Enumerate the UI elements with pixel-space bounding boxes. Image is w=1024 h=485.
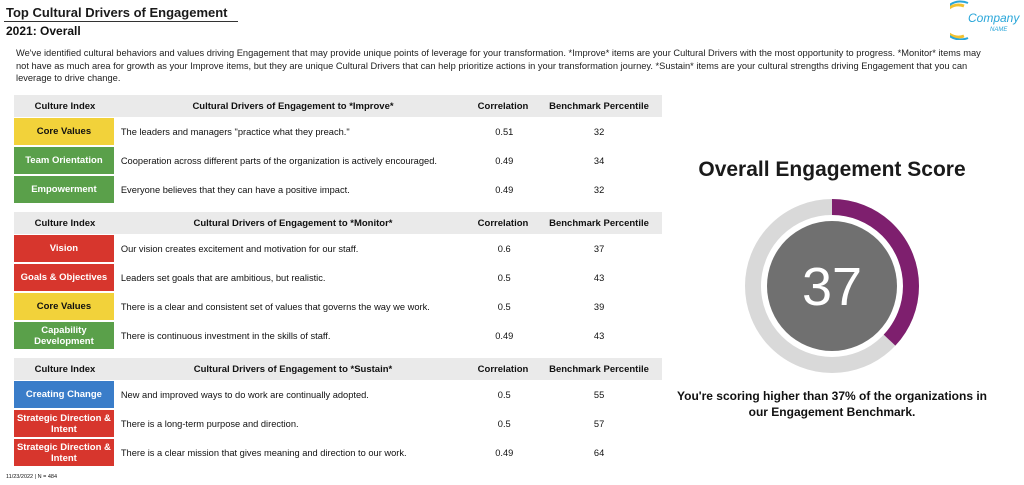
- header-culture-index: Culture Index: [34, 363, 96, 375]
- driver-text: Cooperation across different parts of the organization is actively encouraged.: [120, 155, 437, 166]
- driver-text: Everyone believes that they can have a positive impact.: [120, 184, 350, 195]
- header-culture-index: Culture Index: [34, 217, 96, 229]
- table-row: [14, 380, 662, 409]
- driver-text: Leaders set goals that are ambitious, but realistic.: [120, 272, 326, 283]
- header-culture-index: Culture Index: [34, 100, 96, 112]
- correlation-value: 0.5: [497, 301, 511, 312]
- intro-paragraph: We've identified cultural behaviors and values driving Engagement that may provide unique points of leverage for your transformation. *Improve* items are your Cultural Drivers with the most opportunity to progress. *Monitor* items may not have as much area for growth as your Improve items, but they are unique Cultural Drivers that can help prioritize actions in your transformation journey. *Sustain* items are your cultural strengths driving Engagement that you can leverage to drive change.: [16, 48, 981, 84]
- correlation-value: 0.51: [495, 126, 514, 137]
- correlation-value: 0.49: [495, 184, 514, 195]
- correlation-value: 0.6: [497, 243, 511, 254]
- correlation-value: 0.49: [495, 330, 514, 341]
- driver-text: There is continuous investment in the skills of staff.: [120, 330, 331, 341]
- table-row: [14, 234, 662, 263]
- culture-index-badge: Core Values: [14, 293, 114, 320]
- culture-index-badge: Creating Change: [14, 381, 114, 408]
- benchmark-value: 34: [593, 155, 605, 166]
- driver-text: Our vision creates excitement and motivation for our staff.: [120, 243, 359, 254]
- correlation-value: 0.5: [497, 389, 511, 400]
- table-header: [14, 358, 662, 380]
- footer-meta: 11/23/2022 | N = 484: [6, 474, 58, 480]
- logo-subtext: NAME: [990, 27, 1008, 33]
- score-description: You're scoring higher than 37% of the organizations in our Engagement Benchmark.: [677, 389, 987, 419]
- header-drivers: Cultural Drivers of Engagement to *Sustain*: [193, 363, 393, 375]
- benchmark-value: 43: [593, 272, 605, 283]
- benchmark-value: 55: [593, 389, 605, 400]
- header-correlation: Correlation: [477, 217, 529, 229]
- benchmark-value: 37: [593, 243, 605, 254]
- benchmark-value: 32: [593, 184, 605, 195]
- logo-text: Company: [968, 11, 1020, 25]
- correlation-value: 0.49: [495, 155, 514, 166]
- culture-index-badge: Empowerment: [14, 176, 114, 203]
- driver-text: The leaders and managers "practice what they preach.": [120, 126, 350, 137]
- table-row: [14, 263, 662, 292]
- score-title: Overall Engagement Score: [698, 158, 966, 181]
- sustain-section: [14, 358, 662, 467]
- culture-index-badge: Strategic Direction & Intent: [14, 439, 114, 466]
- improve-section: [14, 95, 662, 204]
- correlation-value: 0.49: [495, 447, 514, 458]
- benchmark-value: 43: [593, 330, 605, 341]
- culture-index-badge: Strategic Direction & Intent: [14, 410, 114, 437]
- table-row: [14, 321, 662, 350]
- engagement-score-gauge: [742, 196, 922, 376]
- header-benchmark: Benchmark Percentile: [549, 100, 649, 112]
- header-correlation: Correlation: [477, 363, 529, 375]
- driver-text: New and improved ways to do work are continually adopted.: [120, 389, 369, 400]
- header-drivers: Cultural Drivers of Engagement to *Improve*: [192, 100, 394, 112]
- company-logo: [950, 0, 1022, 40]
- benchmark-value: 57: [593, 418, 605, 429]
- benchmark-value: 39: [593, 301, 605, 312]
- page-title: Top Cultural Drivers of Engagement: [6, 5, 228, 20]
- table-row: [14, 146, 662, 175]
- correlation-value: 0.5: [497, 418, 511, 429]
- table-header: [14, 212, 662, 234]
- page-subtitle: 2021: Overall: [6, 24, 81, 38]
- table-row: [14, 438, 662, 467]
- header-benchmark: Benchmark Percentile: [549, 217, 649, 229]
- header-benchmark: Benchmark Percentile: [549, 363, 649, 375]
- header-correlation: Correlation: [477, 100, 529, 112]
- driver-text: There is a clear mission that gives meaning and direction to our work.: [120, 447, 407, 458]
- table-row: [14, 175, 662, 204]
- culture-index-badge: Core Values: [14, 118, 114, 145]
- culture-index-badge: Team Orientation: [14, 147, 114, 174]
- culture-index-badge: Goals & Objectives: [14, 264, 114, 291]
- culture-index-badge: Vision: [14, 235, 114, 262]
- benchmark-value: 32: [593, 126, 605, 137]
- correlation-value: 0.5: [497, 272, 511, 283]
- monitor-section: [14, 212, 662, 350]
- driver-text: There is a long-term purpose and direction.: [120, 418, 299, 429]
- driver-text: There is a clear and consistent set of values that governs the way we work.: [120, 301, 430, 312]
- table-header: [14, 95, 662, 117]
- culture-index-badge: Capability Development: [14, 322, 114, 349]
- table-row: [14, 117, 662, 146]
- table-row: [14, 292, 662, 321]
- table-row: [14, 409, 662, 438]
- score-value: 37: [801, 257, 863, 317]
- title-underline: [4, 21, 238, 22]
- header-drivers: Cultural Drivers of Engagement to *Monitor*: [193, 217, 393, 229]
- benchmark-value: 64: [593, 447, 605, 458]
